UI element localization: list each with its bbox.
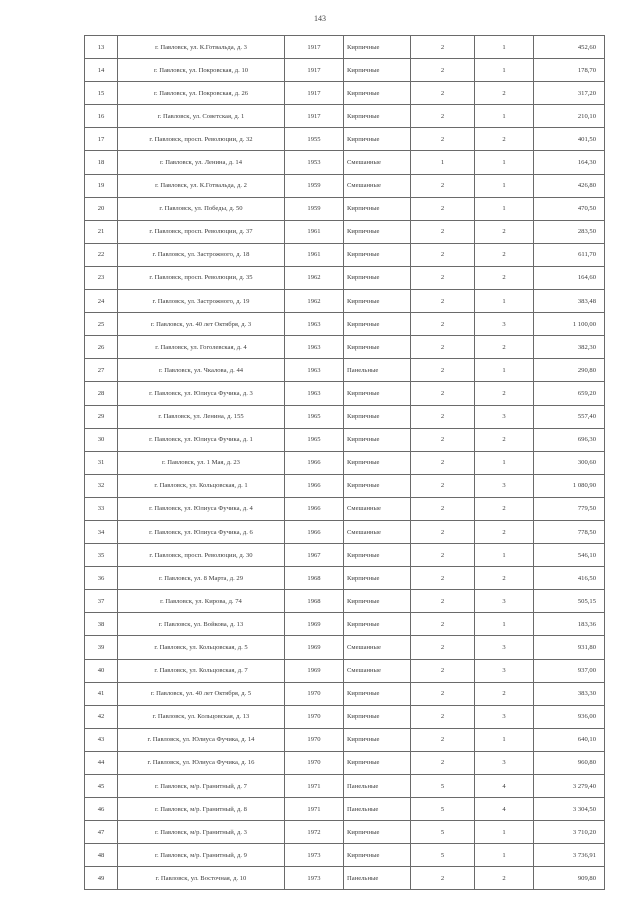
area-cell: 931,80: [534, 636, 605, 659]
floors-cell: 2: [411, 105, 475, 128]
wall-material-cell: Кирпичные: [344, 266, 411, 289]
address-cell: г. Павловск, ул. Юлиуса Фучика, д. 14: [118, 728, 285, 751]
address-cell: г. Павловск, ул. Кирова, д. 74: [118, 590, 285, 613]
area-cell: 505,15: [534, 590, 605, 613]
address-cell: г. Павловск, ул. 40 лет Октября, д. 3: [118, 313, 285, 336]
table-row: [85, 590, 605, 613]
year-built-cell: 1970: [285, 705, 344, 728]
table-row: [85, 313, 605, 336]
floors-cell: 2: [411, 336, 475, 359]
address-cell: г. Павловск, м/р. Гранитный, д. 8: [118, 798, 285, 821]
address-cell: г. Павловск, ул. Покровская, д. 26: [118, 82, 285, 105]
row-number-cell: 40: [85, 659, 118, 682]
row-number-cell: 19: [85, 174, 118, 197]
area-cell: 611,70: [534, 243, 605, 266]
row-number-cell: 44: [85, 751, 118, 774]
address-cell: г. Павловск, просп. Революции, д. 32: [118, 128, 285, 151]
entrances-cell: 1: [475, 544, 534, 567]
entrances-cell: 2: [475, 82, 534, 105]
row-number-cell: 18: [85, 151, 118, 174]
address-cell: г. Павловск, м/р. Гранитный, д. 9: [118, 844, 285, 867]
year-built-cell: 1966: [285, 520, 344, 543]
entrances-cell: 2: [475, 243, 534, 266]
row-number-cell: 16: [85, 105, 118, 128]
area-cell: 300,60: [534, 451, 605, 474]
row-number-cell: 34: [85, 520, 118, 543]
year-built-cell: 1971: [285, 798, 344, 821]
floors-cell: 2: [411, 82, 475, 105]
row-number-cell: 47: [85, 821, 118, 844]
table-row: [85, 844, 605, 867]
row-number-cell: 13: [85, 36, 118, 59]
address-cell: г. Павловск, ул. 40 лет Октября, д. 5: [118, 682, 285, 705]
address-cell: г. Павловск, ул. К.Готвальда, д. 3: [118, 36, 285, 59]
year-built-cell: 1973: [285, 867, 344, 890]
row-number-cell: 38: [85, 613, 118, 636]
entrances-cell: 1: [475, 290, 534, 313]
floors-cell: 2: [411, 728, 475, 751]
entrances-cell: 1: [475, 174, 534, 197]
floors-cell: 2: [411, 359, 475, 382]
address-cell: г. Павловск, м/р. Гранитный, д. 3: [118, 821, 285, 844]
floors-cell: 2: [411, 682, 475, 705]
wall-material-cell: Панельные: [344, 359, 411, 382]
floors-cell: 2: [411, 613, 475, 636]
address-cell: г. Павловск, ул. К.Готвальда, д. 2: [118, 174, 285, 197]
year-built-cell: 1969: [285, 659, 344, 682]
entrances-cell: 1: [475, 613, 534, 636]
area-cell: 3 304,50: [534, 798, 605, 821]
entrances-cell: 1: [475, 197, 534, 220]
entrances-cell: 2: [475, 382, 534, 405]
table-row: [85, 636, 605, 659]
area-cell: 1 080,90: [534, 474, 605, 497]
area-cell: 936,00: [534, 705, 605, 728]
address-cell: г. Павловск, ул. Юлиуса Фучика, д. 16: [118, 751, 285, 774]
wall-material-cell: Кирпичные: [344, 613, 411, 636]
table-row: [85, 220, 605, 243]
year-built-cell: 1970: [285, 751, 344, 774]
area-cell: 383,48: [534, 290, 605, 313]
wall-material-cell: Кирпичные: [344, 36, 411, 59]
year-built-cell: 1969: [285, 613, 344, 636]
floors-cell: 1: [411, 151, 475, 174]
address-cell: г. Павловск, просп. Революции, д. 30: [118, 544, 285, 567]
table-row: [85, 705, 605, 728]
row-number-cell: 26: [85, 336, 118, 359]
area-cell: 1 100,00: [534, 313, 605, 336]
floors-cell: 5: [411, 844, 475, 867]
entrances-cell: 3: [475, 474, 534, 497]
address-cell: г. Павловск, ул. Победы, д. 50: [118, 197, 285, 220]
entrances-cell: 2: [475, 520, 534, 543]
wall-material-cell: Кирпичные: [344, 544, 411, 567]
wall-material-cell: Кирпичные: [344, 243, 411, 266]
row-number-cell: 23: [85, 266, 118, 289]
address-cell: г. Павловск, ул. Гоголевская, д. 4: [118, 336, 285, 359]
address-cell: г. Павловск, ул. 8 Марта, д. 29: [118, 567, 285, 590]
table-row: [85, 567, 605, 590]
wall-material-cell: Панельные: [344, 867, 411, 890]
year-built-cell: 1965: [285, 405, 344, 428]
table-row: [85, 359, 605, 382]
area-cell: 779,50: [534, 497, 605, 520]
entrances-cell: 2: [475, 497, 534, 520]
area-cell: 778,50: [534, 520, 605, 543]
wall-material-cell: Кирпичные: [344, 59, 411, 82]
address-cell: г. Павловск, ул. Кольцовская, д. 7: [118, 659, 285, 682]
row-number-cell: 42: [85, 705, 118, 728]
floors-cell: 5: [411, 798, 475, 821]
table-row: [85, 243, 605, 266]
entrances-cell: 1: [475, 821, 534, 844]
housing-table: [84, 35, 605, 890]
year-built-cell: 1969: [285, 636, 344, 659]
area-cell: 909,80: [534, 867, 605, 890]
year-built-cell: 1953: [285, 151, 344, 174]
address-cell: г. Павловск, ул. Советская, д. 1: [118, 105, 285, 128]
row-number-cell: 46: [85, 798, 118, 821]
table-row: [85, 613, 605, 636]
wall-material-cell: Кирпичные: [344, 682, 411, 705]
address-cell: г. Павловск, ул. Кольцовская, д. 13: [118, 705, 285, 728]
wall-material-cell: Смешанные: [344, 659, 411, 682]
housing-table-body: [85, 36, 605, 890]
year-built-cell: 1962: [285, 266, 344, 289]
year-built-cell: 1959: [285, 174, 344, 197]
year-built-cell: 1917: [285, 36, 344, 59]
address-cell: г. Павловск, ул. Юлиуса Фучика, д. 1: [118, 428, 285, 451]
table-row: [85, 520, 605, 543]
year-built-cell: 1963: [285, 336, 344, 359]
entrances-cell: 3: [475, 313, 534, 336]
entrances-cell: 1: [475, 359, 534, 382]
wall-material-cell: Кирпичные: [344, 428, 411, 451]
entrances-cell: 1: [475, 151, 534, 174]
row-number-cell: 35: [85, 544, 118, 567]
area-cell: 178,70: [534, 59, 605, 82]
entrances-cell: 2: [475, 336, 534, 359]
row-number-cell: 15: [85, 82, 118, 105]
row-number-cell: 48: [85, 844, 118, 867]
address-cell: г. Павловск, ул. Застрожного, д. 19: [118, 290, 285, 313]
year-built-cell: 1917: [285, 59, 344, 82]
row-number-cell: 21: [85, 220, 118, 243]
wall-material-cell: Кирпичные: [344, 82, 411, 105]
area-cell: 183,36: [534, 613, 605, 636]
row-number-cell: 30: [85, 428, 118, 451]
wall-material-cell: Кирпичные: [344, 105, 411, 128]
entrances-cell: 2: [475, 220, 534, 243]
table-row: [85, 36, 605, 59]
area-cell: 416,50: [534, 567, 605, 590]
wall-material-cell: Кирпичные: [344, 197, 411, 220]
table-row: [85, 405, 605, 428]
floors-cell: 2: [411, 290, 475, 313]
table-row: [85, 798, 605, 821]
table-row: [85, 451, 605, 474]
table-row: [85, 682, 605, 705]
address-cell: г. Павловск, ул. Юлиуса Фучика, д. 4: [118, 497, 285, 520]
row-number-cell: 22: [85, 243, 118, 266]
wall-material-cell: Кирпичные: [344, 382, 411, 405]
table-row: [85, 544, 605, 567]
area-cell: 164,60: [534, 266, 605, 289]
year-built-cell: 1917: [285, 82, 344, 105]
area-cell: 3 279,40: [534, 775, 605, 798]
address-cell: г. Павловск, ул. Войкова, д. 13: [118, 613, 285, 636]
row-number-cell: 39: [85, 636, 118, 659]
row-number-cell: 20: [85, 197, 118, 220]
floors-cell: 2: [411, 428, 475, 451]
table-row: [85, 151, 605, 174]
address-cell: г. Павловск, ул. Кольцовская, д. 1: [118, 474, 285, 497]
table-row: [85, 497, 605, 520]
entrances-cell: 1: [475, 59, 534, 82]
address-cell: г. Павловск, ул. Кольцовская, д. 5: [118, 636, 285, 659]
entrances-cell: 2: [475, 266, 534, 289]
wall-material-cell: Смешанные: [344, 520, 411, 543]
floors-cell: 2: [411, 128, 475, 151]
wall-material-cell: Смешанные: [344, 151, 411, 174]
floors-cell: 2: [411, 382, 475, 405]
row-number-cell: 33: [85, 497, 118, 520]
table-row: [85, 197, 605, 220]
area-cell: 557,40: [534, 405, 605, 428]
table-row: [85, 82, 605, 105]
row-number-cell: 31: [85, 451, 118, 474]
address-cell: г. Павловск, ул. 1 Мая, д. 23: [118, 451, 285, 474]
address-cell: г. Павловск, просп. Революции, д. 35: [118, 266, 285, 289]
table-row: [85, 659, 605, 682]
table-row: [85, 728, 605, 751]
table-row: [85, 474, 605, 497]
area-cell: 383,30: [534, 682, 605, 705]
entrances-cell: 1: [475, 451, 534, 474]
table-row: [85, 128, 605, 151]
address-cell: г. Павловск, м/р. Гранитный, д. 7: [118, 775, 285, 798]
floors-cell: 2: [411, 313, 475, 336]
row-number-cell: 28: [85, 382, 118, 405]
area-cell: 546,10: [534, 544, 605, 567]
row-number-cell: 24: [85, 290, 118, 313]
address-cell: г. Павловск, ул. Ленина, д. 155: [118, 405, 285, 428]
table-row: [85, 867, 605, 890]
area-cell: 470,50: [534, 197, 605, 220]
wall-material-cell: Кирпичные: [344, 705, 411, 728]
area-cell: 317,20: [534, 82, 605, 105]
address-cell: г. Павловск, ул. Юлиуса Фучика, д. 6: [118, 520, 285, 543]
year-built-cell: 1971: [285, 775, 344, 798]
row-number-cell: 27: [85, 359, 118, 382]
area-cell: 452,60: [534, 36, 605, 59]
row-number-cell: 29: [85, 405, 118, 428]
wall-material-cell: Смешанные: [344, 174, 411, 197]
floors-cell: 2: [411, 544, 475, 567]
wall-material-cell: Кирпичные: [344, 451, 411, 474]
wall-material-cell: Панельные: [344, 775, 411, 798]
wall-material-cell: Кирпичные: [344, 728, 411, 751]
row-number-cell: 41: [85, 682, 118, 705]
entrances-cell: 3: [475, 405, 534, 428]
year-built-cell: 1961: [285, 243, 344, 266]
area-cell: 937,00: [534, 659, 605, 682]
area-cell: 283,50: [534, 220, 605, 243]
address-cell: г. Павловск, ул. Ленина, д. 14: [118, 151, 285, 174]
table-row: [85, 174, 605, 197]
year-built-cell: 1968: [285, 567, 344, 590]
page-number: 143: [314, 14, 326, 23]
row-number-cell: 45: [85, 775, 118, 798]
row-number-cell: 25: [85, 313, 118, 336]
entrances-cell: 3: [475, 705, 534, 728]
wall-material-cell: Кирпичные: [344, 474, 411, 497]
year-built-cell: 1970: [285, 728, 344, 751]
floors-cell: 2: [411, 405, 475, 428]
entrances-cell: 1: [475, 728, 534, 751]
year-built-cell: 1959: [285, 197, 344, 220]
year-built-cell: 1968: [285, 590, 344, 613]
floors-cell: 2: [411, 867, 475, 890]
year-built-cell: 1966: [285, 451, 344, 474]
year-built-cell: 1963: [285, 359, 344, 382]
wall-material-cell: Панельные: [344, 798, 411, 821]
wall-material-cell: Кирпичные: [344, 220, 411, 243]
wall-material-cell: Смешанные: [344, 497, 411, 520]
area-cell: 640,10: [534, 728, 605, 751]
entrances-cell: 2: [475, 567, 534, 590]
area-cell: 3 710,20: [534, 821, 605, 844]
area-cell: 696,30: [534, 428, 605, 451]
floors-cell: 5: [411, 775, 475, 798]
year-built-cell: 1966: [285, 474, 344, 497]
entrances-cell: 2: [475, 867, 534, 890]
area-cell: 3 736,91: [534, 844, 605, 867]
entrances-cell: 2: [475, 682, 534, 705]
floors-cell: 2: [411, 59, 475, 82]
entrances-cell: 4: [475, 775, 534, 798]
floors-cell: 2: [411, 705, 475, 728]
table-row: [85, 59, 605, 82]
year-built-cell: 1955: [285, 128, 344, 151]
year-built-cell: 1917: [285, 105, 344, 128]
wall-material-cell: Кирпичные: [344, 290, 411, 313]
address-cell: г. Павловск, ул. Покровская, д. 10: [118, 59, 285, 82]
address-cell: г. Павловск, ул. Чкалова, д. 44: [118, 359, 285, 382]
table-row: [85, 336, 605, 359]
year-built-cell: 1963: [285, 313, 344, 336]
wall-material-cell: Смешанные: [344, 636, 411, 659]
floors-cell: 2: [411, 636, 475, 659]
row-number-cell: 43: [85, 728, 118, 751]
floors-cell: 2: [411, 174, 475, 197]
year-built-cell: 1970: [285, 682, 344, 705]
year-built-cell: 1966: [285, 497, 344, 520]
year-built-cell: 1967: [285, 544, 344, 567]
address-cell: г. Павловск, ул. Восточная, д. 10: [118, 867, 285, 890]
address-cell: г. Павловск, просп. Революции, д. 37: [118, 220, 285, 243]
wall-material-cell: Кирпичные: [344, 821, 411, 844]
year-built-cell: 1962: [285, 290, 344, 313]
wall-material-cell: Кирпичные: [344, 336, 411, 359]
year-built-cell: 1972: [285, 821, 344, 844]
row-number-cell: 32: [85, 474, 118, 497]
area-cell: 164,30: [534, 151, 605, 174]
entrances-cell: 3: [475, 636, 534, 659]
entrances-cell: 4: [475, 798, 534, 821]
floors-cell: 2: [411, 659, 475, 682]
floors-cell: 2: [411, 197, 475, 220]
row-number-cell: 49: [85, 867, 118, 890]
wall-material-cell: Кирпичные: [344, 313, 411, 336]
area-cell: 210,10: [534, 105, 605, 128]
table-row: [85, 751, 605, 774]
entrances-cell: 3: [475, 590, 534, 613]
floors-cell: 2: [411, 220, 475, 243]
floors-cell: 2: [411, 567, 475, 590]
year-built-cell: 1963: [285, 382, 344, 405]
area-cell: 659,20: [534, 382, 605, 405]
wall-material-cell: Кирпичные: [344, 567, 411, 590]
row-number-cell: 36: [85, 567, 118, 590]
entrances-cell: 1: [475, 844, 534, 867]
address-cell: г. Павловск, ул. Юлиуса Фучика, д. 3: [118, 382, 285, 405]
area-cell: 401,50: [534, 128, 605, 151]
wall-material-cell: Кирпичные: [344, 590, 411, 613]
table-row: [85, 775, 605, 798]
row-number-cell: 37: [85, 590, 118, 613]
table-row: [85, 105, 605, 128]
entrances-cell: 1: [475, 105, 534, 128]
entrances-cell: 2: [475, 428, 534, 451]
floors-cell: 5: [411, 821, 475, 844]
wall-material-cell: Кирпичные: [344, 405, 411, 428]
floors-cell: 2: [411, 266, 475, 289]
entrances-cell: 3: [475, 659, 534, 682]
entrances-cell: 2: [475, 128, 534, 151]
address-cell: г. Павловск, ул. Застрожного, д. 18: [118, 243, 285, 266]
row-number-cell: 14: [85, 59, 118, 82]
area-cell: 960,80: [534, 751, 605, 774]
wall-material-cell: Кирпичные: [344, 844, 411, 867]
floors-cell: 2: [411, 497, 475, 520]
entrances-cell: 1: [475, 36, 534, 59]
floors-cell: 2: [411, 243, 475, 266]
entrances-cell: 3: [475, 751, 534, 774]
wall-material-cell: Кирпичные: [344, 751, 411, 774]
floors-cell: 2: [411, 474, 475, 497]
year-built-cell: 1965: [285, 428, 344, 451]
area-cell: 382,30: [534, 336, 605, 359]
floors-cell: 2: [411, 590, 475, 613]
table-row: [85, 428, 605, 451]
floors-cell: 2: [411, 520, 475, 543]
area-cell: 290,80: [534, 359, 605, 382]
table-row: [85, 821, 605, 844]
year-built-cell: 1973: [285, 844, 344, 867]
wall-material-cell: Кирпичные: [344, 128, 411, 151]
table-row: [85, 266, 605, 289]
floors-cell: 2: [411, 36, 475, 59]
row-number-cell: 17: [85, 128, 118, 151]
floors-cell: 2: [411, 751, 475, 774]
table-row: [85, 290, 605, 313]
area-cell: 426,80: [534, 174, 605, 197]
table-row: [85, 382, 605, 405]
year-built-cell: 1961: [285, 220, 344, 243]
floors-cell: 2: [411, 451, 475, 474]
